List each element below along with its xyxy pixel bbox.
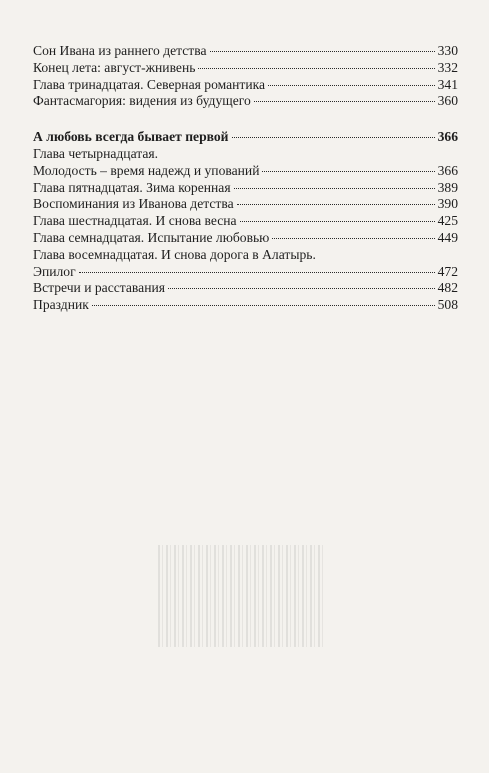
toc-entry-title: Праздник [33,297,89,313]
toc-entry-title: Встречи и расставания [33,280,165,296]
toc-entry [33,280,458,297]
toc-entry [33,247,458,264]
toc-entry [33,43,458,60]
toc-entry [33,163,458,180]
toc-entry [33,213,458,230]
bleed-through-barcode [158,545,326,647]
toc-entry-title: Воспоминания из Иванова детства [33,196,234,212]
toc-entry [33,180,458,197]
toc-entry [33,77,458,94]
toc-entry-title: Глава пятнадцатая. Зима коренная [33,179,231,195]
dot-leader [234,188,435,189]
toc-entry-page-number: 425 [437,213,458,229]
dot-leader [262,171,434,172]
toc-entry-title: Глава четырнадцатая. [33,145,159,161]
toc-entry [33,93,458,110]
dot-leader [198,68,434,69]
toc-entry-page-number: 390 [437,196,458,212]
toc-entry-page-number: 482 [437,280,458,296]
toc-entry-title: Глава шестнадцатая. И снова весна [33,213,237,229]
toc-entry-title: Глава восемнадцатая. И снова дорога в Алатырь. [33,246,316,262]
toc-entry-page-number: 449 [437,229,458,245]
dot-leader [232,137,435,138]
toc-entry-page-number: 366 [437,129,458,145]
toc-entry-page-number: 472 [437,263,458,279]
toc-entry [33,297,458,314]
dot-leader [210,51,435,52]
dot-leader [240,221,435,222]
toc-entry-page-number: 332 [437,59,458,75]
dot-leader [92,305,435,306]
dot-leader [237,204,435,205]
dot-leader [254,101,435,102]
toc-entry-title: Конец лета: август-жнивень [33,59,196,75]
dot-leader [268,85,435,86]
toc-entry-page-number: 360 [437,93,458,109]
toc-entry-page-number: 389 [437,179,458,195]
toc-entry-title: Глава тринадцатая. Северная романтика [33,76,266,92]
toc-entry [33,230,458,247]
toc-entry-title: Эпилог [33,263,76,279]
toc-entry [33,60,458,77]
section-gap [33,110,458,129]
toc-entry-title: Глава семнадцатая. Испытание любовью [33,229,270,245]
toc-entry [33,129,458,146]
toc-entry-page-number: 366 [437,162,458,178]
dot-leader [272,238,434,239]
toc-entry-title: Сон Ивана из раннего детства [33,43,207,58]
dot-leader [79,272,435,273]
toc-entry-title: А любовь всегда бывает первой [33,129,229,145]
toc-entry [33,264,458,281]
toc-entry-title: Молодость – время надежд и упований [33,162,260,178]
toc-entry [33,196,458,213]
dot-leader [168,288,435,289]
toc-entry-page-number: 341 [437,76,458,92]
toc-entry-title: Фантасмагория: видения из будущего [33,93,251,109]
table-of-contents [33,43,458,314]
toc-entry-page-number: 330 [437,43,458,58]
toc-entry [33,146,458,163]
toc-entry-page-number: 508 [437,297,458,313]
